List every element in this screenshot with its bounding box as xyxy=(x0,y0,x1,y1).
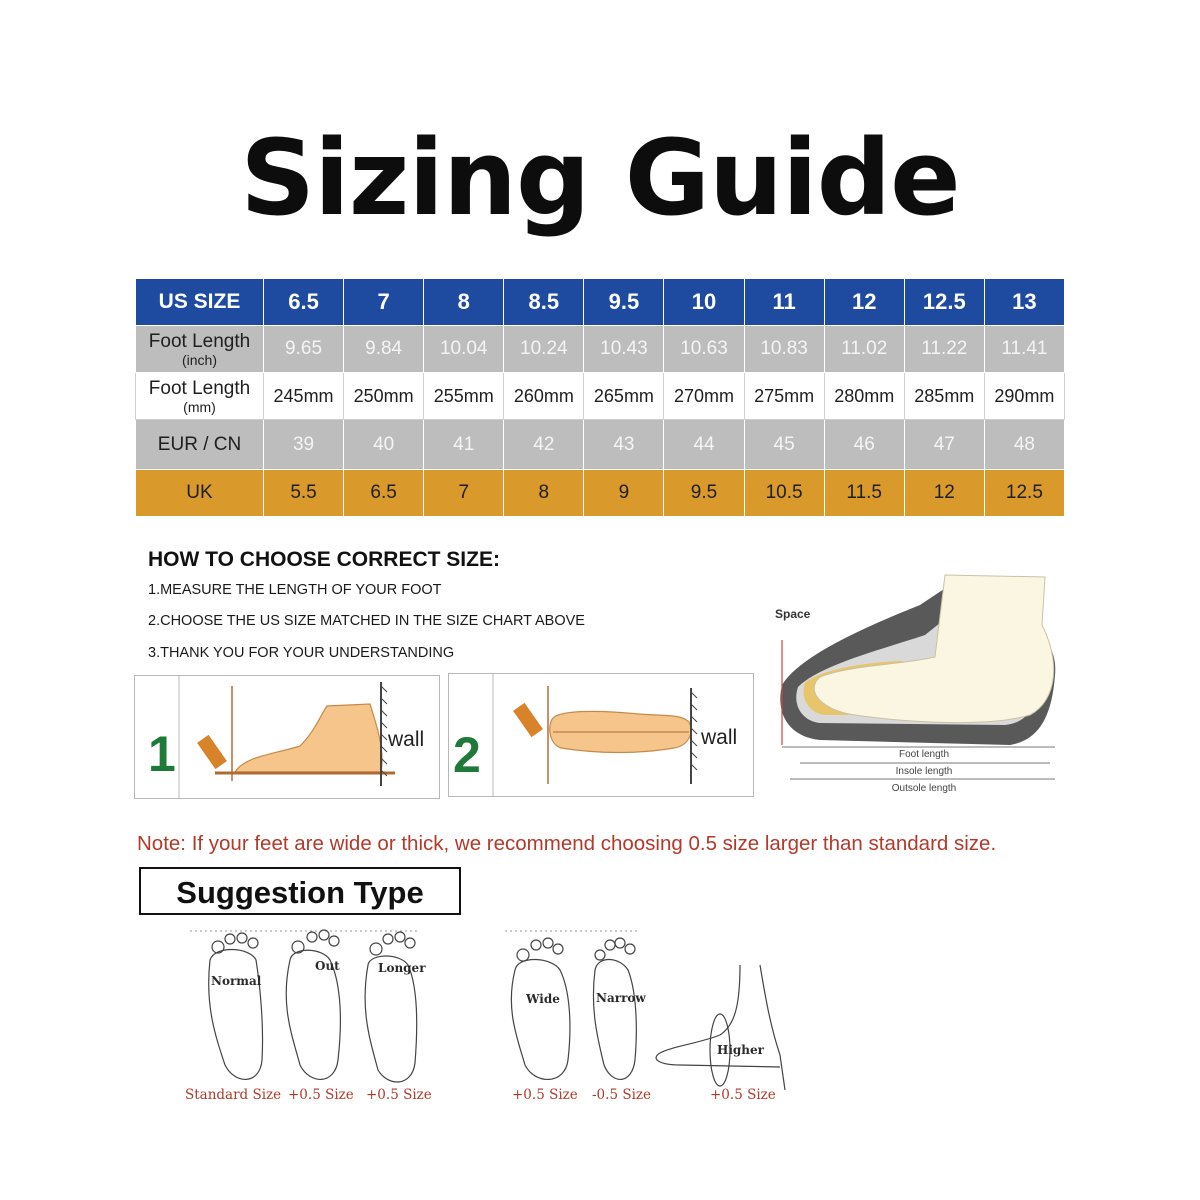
row-label-text: UK xyxy=(186,482,213,503)
table-cell: 12.5 xyxy=(984,470,1064,517)
suggestion-type-heading: Suggestion Type xyxy=(139,867,461,915)
table-cell: 270mm xyxy=(664,373,744,420)
wall-label-2: wall xyxy=(701,726,738,749)
table-cell: 13 xyxy=(984,279,1064,326)
table-cell: 9 xyxy=(584,470,664,517)
step-2: 2.CHOOSE THE US SIZE MATCHED IN THE SIZE CHART ABOVE xyxy=(148,613,585,629)
fit-note: Note: If your feet are wide or thick, we recommend choosing 0.5 size larger than standard size. xyxy=(137,832,997,855)
table-cell: 11.02 xyxy=(824,326,904,373)
row-label-unit: (mm) xyxy=(183,398,216,415)
table-cell: 9.84 xyxy=(344,326,424,373)
row-label xyxy=(136,420,264,470)
size-chart-table xyxy=(135,278,1065,517)
table-cell: 7 xyxy=(344,279,424,326)
eur-cn-row xyxy=(136,420,1065,470)
table-cell: 8.5 xyxy=(504,279,584,326)
measure-panel-2 xyxy=(448,673,754,797)
size-caption-longer: +0.5 Size xyxy=(366,1087,432,1103)
table-cell: 40 xyxy=(344,420,424,470)
table-cell: 9.5 xyxy=(664,470,744,517)
step-3: 3.THANK YOU FOR YOUR UNDERSTANDING xyxy=(148,645,455,661)
foot-type-longer: Longer xyxy=(378,961,426,975)
table-cell: 48 xyxy=(984,420,1064,470)
table-cell: 10.63 xyxy=(664,326,744,373)
wall-label-1: wall xyxy=(388,728,425,751)
foot-type-wide: Wide xyxy=(526,992,560,1006)
row-label-text: EUR / CN xyxy=(157,433,242,455)
foot-type-out: Out xyxy=(315,959,340,973)
table-cell: 45 xyxy=(744,420,824,470)
foot-length-label: Foot length xyxy=(898,749,950,760)
table-cell: 6.5 xyxy=(344,470,424,517)
table-cell: 46 xyxy=(824,420,904,470)
table-cell: 39 xyxy=(264,420,344,470)
how-to-heading: HOW TO CHOOSE CORRECT SIZE: xyxy=(148,548,500,571)
table-cell: 10.04 xyxy=(424,326,504,373)
row-label-unit: (inch) xyxy=(181,351,217,368)
us-size-row xyxy=(136,279,1065,326)
table-cell: 280mm xyxy=(824,373,904,420)
foot-length-mm-row xyxy=(136,373,1065,420)
row-label-text: Foot Length xyxy=(148,377,251,399)
row-label-text: Foot Length xyxy=(148,330,251,352)
measure-panel-1 xyxy=(134,675,440,799)
space-label: Space xyxy=(775,607,811,621)
table-cell: 290mm xyxy=(984,373,1064,420)
size-caption-narrow: -0.5 Size xyxy=(592,1087,651,1103)
insole-length-label: Insole length xyxy=(895,766,953,777)
table-cell: 10.24 xyxy=(504,326,584,373)
table-cell: 12.5 xyxy=(904,279,984,326)
measure-illustration-1 xyxy=(135,676,439,798)
table-cell: 275mm xyxy=(744,373,824,420)
panel-number-1: 1 xyxy=(148,726,176,782)
table-cell: 11 xyxy=(744,279,824,326)
panel-number-2: 2 xyxy=(453,727,481,783)
table-cell: 255mm xyxy=(424,373,504,420)
table-cell: 42 xyxy=(504,420,584,470)
table-cell: 250mm xyxy=(344,373,424,420)
size-caption-higher: +0.5 Size xyxy=(710,1087,776,1103)
table-cell: 11.22 xyxy=(904,326,984,373)
table-cell: 41 xyxy=(424,420,504,470)
table-cell: 12 xyxy=(904,470,984,517)
table-cell: 10 xyxy=(664,279,744,326)
outsole-length-label: Outsole length xyxy=(891,783,957,794)
foot-type-normal: Normal xyxy=(211,974,262,988)
table-cell: 5.5 xyxy=(264,470,344,517)
table-cell: 12 xyxy=(824,279,904,326)
table-cell: 8 xyxy=(504,470,584,517)
shoe-fit-diagram xyxy=(760,565,1070,805)
table-cell: 43 xyxy=(584,420,664,470)
table-cell: 285mm xyxy=(904,373,984,420)
foot-type-higher: Higher xyxy=(717,1043,764,1057)
row-label xyxy=(136,470,264,517)
foot-type-sketches xyxy=(180,925,800,1095)
table-cell: 260mm xyxy=(504,373,584,420)
foot-length-inch-row xyxy=(136,326,1065,373)
foot-type-narrow: Narrow xyxy=(596,991,646,1005)
step-1: 1.MEASURE THE LENGTH OF YOUR FOOT xyxy=(148,582,442,598)
size-caption-wide: +0.5 Size xyxy=(512,1087,578,1103)
size-caption-out: +0.5 Size xyxy=(288,1087,354,1103)
table-cell: 265mm xyxy=(584,373,664,420)
table-cell: 245mm xyxy=(264,373,344,420)
table-cell: 10.43 xyxy=(584,326,664,373)
row-label xyxy=(136,373,264,420)
table-cell: 10.83 xyxy=(744,326,824,373)
table-cell: 11.41 xyxy=(984,326,1064,373)
size-caption-normal: Standard Size xyxy=(185,1087,282,1103)
page-title: Sizing Guide xyxy=(240,117,960,239)
table-cell: 9.65 xyxy=(264,326,344,373)
uk-row xyxy=(136,470,1065,517)
table-cell: 11.5 xyxy=(824,470,904,517)
table-cell: 9.5 xyxy=(584,279,664,326)
table-cell: 47 xyxy=(904,420,984,470)
row-label-text: US SIZE xyxy=(158,290,241,313)
table-cell: 10.5 xyxy=(744,470,824,517)
row-label xyxy=(136,326,264,373)
measure-illustration-2 xyxy=(449,674,753,796)
table-cell: 7 xyxy=(424,470,504,517)
table-cell: 8 xyxy=(424,279,504,326)
table-cell: 44 xyxy=(664,420,744,470)
row-label xyxy=(136,279,264,326)
table-cell: 6.5 xyxy=(264,279,344,326)
